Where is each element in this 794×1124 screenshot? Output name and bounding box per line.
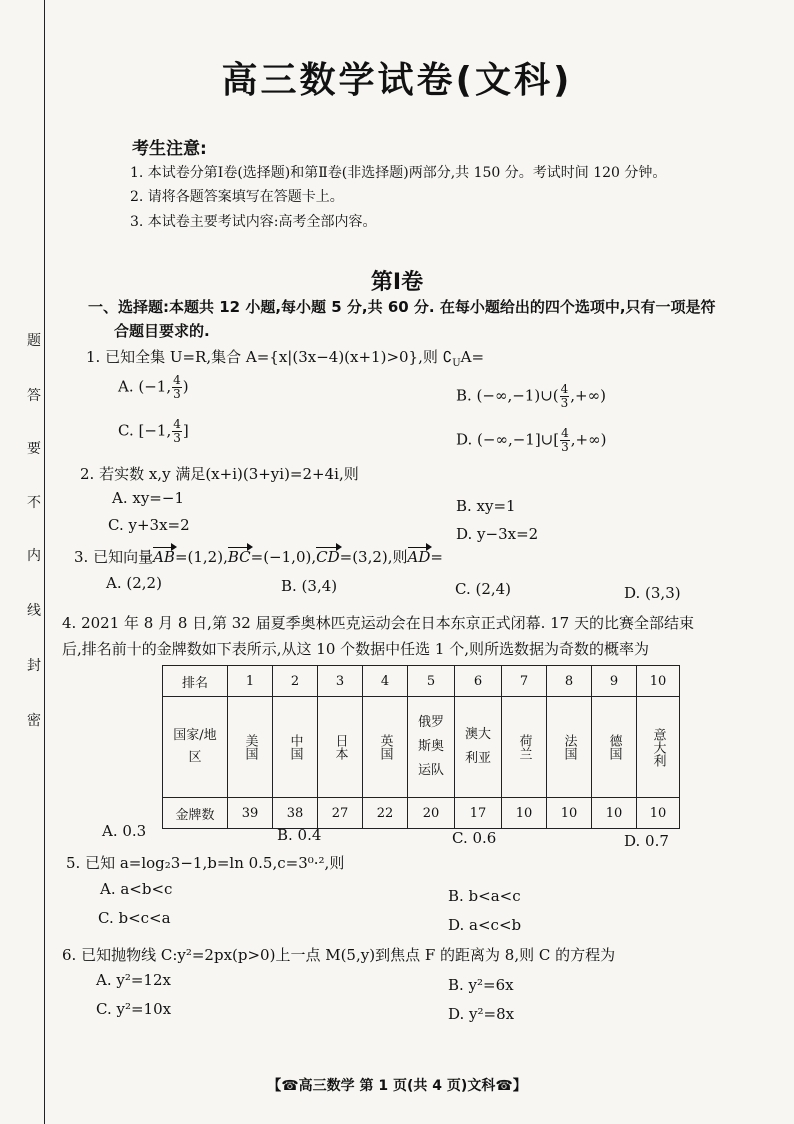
q4-option-c: C. 0.6	[452, 829, 497, 847]
q1-option-c	[118, 418, 189, 445]
q1-c-text: C. [−1,	[118, 421, 172, 440]
page-title: 高三数学试卷(文科)	[221, 60, 573, 101]
country-cell	[455, 697, 502, 798]
q1-a-text: A. (−1,	[118, 377, 172, 396]
frac-den: 3	[173, 431, 181, 445]
country-name: 澳大利亚	[464, 727, 491, 766]
country-cell	[408, 697, 455, 798]
rank-cell: 2	[273, 666, 318, 697]
fraction	[172, 374, 182, 401]
question-4-stem: 4. 2021 年 8 月 8 日,第 32 届夏季奥林匹克运动会在日本东京正式闭幕. 17 天的比赛全部结束	[62, 614, 694, 632]
country-label: 国家/地区	[173, 728, 217, 765]
country-cell	[502, 697, 547, 798]
gold-cell: 22	[363, 798, 408, 829]
frac-num: 4	[173, 373, 181, 387]
rank-cell: 7	[502, 666, 547, 697]
q2-option-a: A. xy=−1	[112, 489, 184, 507]
q1-stem-end: A=	[460, 348, 485, 366]
table-header-cell: 金牌数	[163, 798, 228, 829]
notice-item: 3. 本试卷主要考试内容:高考全部内容。	[130, 214, 377, 230]
q3-option-a: A. (2,2)	[106, 574, 162, 592]
country-cell	[228, 697, 273, 798]
q1-stem-text: 1. 已知全集 U=R,集合 A={x|(3x−4)(x+1)>0},则 ∁	[86, 348, 453, 366]
table-row	[163, 697, 680, 798]
table-row	[163, 798, 680, 829]
binding-char: 答	[27, 388, 41, 404]
rank-cell: 10	[637, 666, 680, 697]
question-2-stem: 2. 若实数 x,y 满足(x+i)(3+yi)=2+4i,则	[80, 465, 359, 483]
rank-cell: 8	[547, 666, 592, 697]
part-instruction: 一、选择题:本题共 12 小题,每小题 5 分,共 60 分. 在每小题给出的四个选项中,只有一项是符	[88, 298, 716, 316]
q3-text: 3. 已知向量	[74, 548, 154, 566]
rank-cell: 5	[408, 666, 455, 697]
q5-option-c: C. b<c<a	[98, 909, 171, 927]
question-1-stem	[86, 346, 484, 369]
notice-item: 1. 本试卷分第Ⅰ卷(选择题)和第Ⅱ卷(非选择题)两部分,共 150 分。考试时间 120 分钟。	[130, 165, 667, 181]
gold-cell: 20	[408, 798, 455, 829]
part-instruction-cont: 合题目要求的.	[114, 322, 210, 340]
country-name: 法国	[561, 734, 577, 760]
rank-cell: 9	[592, 666, 637, 697]
question-5-stem: 5. 已知 a=log₂3−1,b=ln 0.5,c=3⁰·²,则	[66, 854, 345, 872]
section-title: 第Ⅰ卷	[370, 270, 424, 295]
table-header-cell	[163, 697, 228, 798]
binding-line	[44, 0, 45, 1124]
q6-option-b: B. y²=6x	[448, 976, 514, 994]
q1-b-end: ,+∞)	[570, 386, 606, 405]
q1-a-end: )	[182, 377, 189, 396]
q3-text: =(1,2),	[174, 548, 228, 566]
q5-option-b: B. b<a<c	[448, 887, 521, 905]
vector-bc: BC	[227, 548, 251, 566]
question-6-stem: 6. 已知抛物线 C:y²=2px(p>0)上一点 M(5,y)到焦点 F 的距离为 8,则 C 的方程为	[62, 946, 616, 964]
country-name: 中国	[287, 734, 303, 760]
frac-den: 3	[560, 396, 569, 410]
q3-option-c: C. (2,4)	[455, 580, 512, 598]
rank-cell: 1	[228, 666, 273, 697]
question-3-stem	[74, 546, 443, 567]
gold-cell: 10	[502, 798, 547, 829]
country-cell	[273, 697, 318, 798]
frac-num: 4	[561, 426, 569, 440]
notice-item: 2. 请将各题答案填写在答题卡上。	[130, 189, 344, 205]
country-cell	[363, 697, 408, 798]
gold-cell: 10	[592, 798, 637, 829]
q1-d-end: ,+∞)	[570, 430, 607, 449]
q1-option-a	[118, 374, 189, 401]
notice-heading: 考生注意:	[132, 139, 207, 159]
question-4-stem-cont: 后,排名前十的金牌数如下表所示,从这 10 个数据中任选 1 个,则所选数据为奇数的概率为	[62, 640, 650, 658]
fraction	[560, 427, 570, 454]
q3-option-d: D. (3,3)	[624, 584, 681, 602]
frac-den: 3	[561, 440, 569, 454]
country-cell	[547, 697, 592, 798]
country-name: 荷兰	[516, 734, 532, 760]
rank-cell: 6	[455, 666, 502, 697]
rank-cell: 4	[363, 666, 408, 697]
q1-option-d	[456, 427, 606, 454]
page-footer: 【☎高三数学 第 1 页(共 4 页)文科☎】	[267, 1078, 527, 1094]
q1-option-b	[456, 383, 606, 410]
q3-option-b: B. (3,4)	[281, 577, 338, 595]
country-name: 俄罗斯奥运队	[417, 715, 444, 778]
q5-option-d: D. a<c<b	[448, 916, 522, 934]
q3-text: =(3,2),则	[339, 548, 408, 566]
table-header-cell: 排名	[163, 666, 228, 697]
q3-text: =	[430, 548, 443, 566]
q1-b-text: B. (−∞,−1)∪(	[456, 386, 559, 405]
q4-option-b: B. 0.4	[277, 826, 322, 844]
gold-cell: 38	[273, 798, 318, 829]
q4-option-d: D. 0.7	[624, 832, 669, 850]
country-name: 英国	[377, 734, 393, 760]
q5-option-a: A. a<b<c	[100, 880, 173, 898]
table-row	[163, 666, 680, 697]
q2-option-c: C. y+3x=2	[108, 516, 190, 534]
frac-num: 4	[173, 417, 181, 431]
q4-option-a: A. 0.3	[102, 822, 147, 840]
q1-c-end: ]	[182, 421, 189, 440]
fraction	[172, 418, 182, 445]
country-name: 日本	[332, 734, 348, 760]
gold-cell: 10	[637, 798, 680, 829]
country-cell	[318, 697, 363, 798]
frac-den: 3	[173, 387, 181, 401]
q1-stem-sub: U	[452, 358, 461, 369]
q6-option-c: C. y²=10x	[96, 1000, 172, 1018]
country-cell	[592, 697, 637, 798]
country-name: 德国	[606, 734, 622, 760]
q3-text: =(−1,0),	[250, 548, 317, 566]
q6-option-a: A. y²=12x	[96, 971, 171, 989]
country-name: 意大利	[650, 727, 666, 767]
binding-char: 要	[27, 441, 41, 457]
binding-char: 不	[27, 495, 41, 511]
vector-ab: AB	[153, 548, 175, 566]
vector-cd: CD	[316, 548, 340, 566]
rank-cell: 3	[318, 666, 363, 697]
fraction	[560, 383, 570, 410]
gold-cell: 27	[318, 798, 363, 829]
country-cell	[637, 697, 680, 798]
gold-cell: 17	[455, 798, 502, 829]
frac-num: 4	[560, 382, 569, 396]
binding-char: 题	[27, 333, 41, 349]
gold-cell: 10	[547, 798, 592, 829]
gold-cell: 39	[228, 798, 273, 829]
q2-option-d: D. y−3x=2	[456, 525, 539, 543]
binding-char: 线	[27, 603, 41, 619]
q6-option-d: D. y²=8x	[448, 1005, 515, 1023]
binding-char: 内	[27, 548, 41, 564]
gold-medal-table	[162, 665, 680, 829]
binding-char: 封	[27, 658, 41, 674]
binding-char: 密	[27, 713, 41, 729]
q2-option-b: B. xy=1	[456, 497, 516, 515]
country-name: 美国	[242, 734, 258, 760]
q1-d-text: D. (−∞,−1]∪[	[456, 430, 560, 449]
vector-ad: AD	[407, 548, 431, 566]
